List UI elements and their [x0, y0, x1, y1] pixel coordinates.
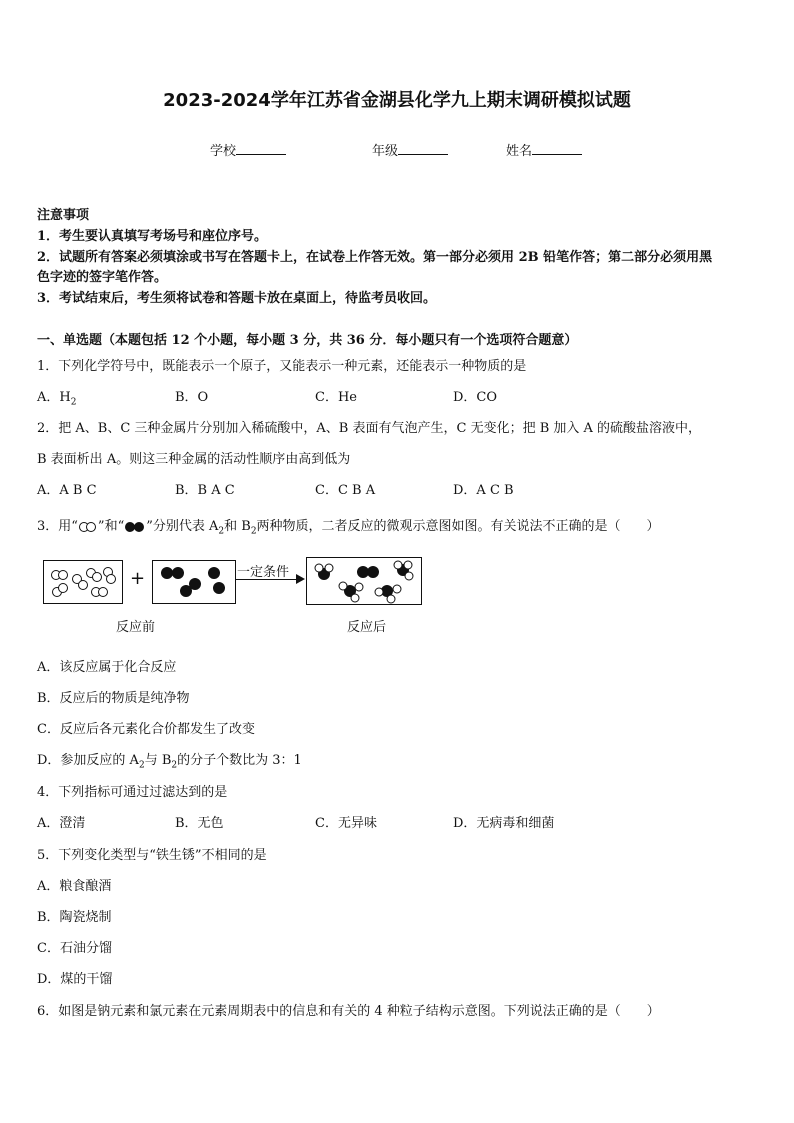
note-item: 2．试题所有答案必须填涂或书写在答题卡上，在试卷上作答无效。第一部分必须用 2B 铅笔作答；第二部分必须用黑	[37, 250, 713, 265]
question-1-stem: 1．下列化学符号中，既能表示一个原子，又能表示一种元素，还能表示一种物质的是	[37, 359, 527, 374]
reactant-a2-box	[43, 560, 123, 604]
q2-option-d[interactable]: D．A C B	[453, 483, 514, 498]
section-heading: 一、单选题（本题包括 12 个小题，每小题 3 分，共 36 分．每小题只有一个选项符合题意）	[37, 333, 578, 348]
question-2-stem-cont: B 表面析出 A。则这三种金属的活动性顺序由高到低为	[37, 452, 351, 467]
q1-option-a[interactable]: A．$H_2$	[37, 390, 77, 408]
question-4-stem: 4．下列指标可通过过滤达到的是	[37, 785, 228, 800]
reaction-arrow	[236, 579, 298, 580]
exam-title: 2023-2024学年江苏省金湖县化学九上期末调研模拟试题	[163, 90, 631, 111]
school-field	[210, 140, 286, 159]
grade-blank[interactable]	[398, 142, 448, 155]
school-label: 学校	[210, 144, 237, 159]
name-label: 姓名	[506, 144, 533, 159]
before-reaction-label: 反应前	[116, 620, 156, 635]
q1-option-b[interactable]: B．O	[175, 390, 209, 405]
q4-option-a[interactable]: A．澄清	[37, 816, 86, 831]
question-2-stem: 2．把 A、B、C 三种金属片分别加入稀硫酸中，A、B 表面有气泡产生，C 无变化；把 B 加入 A 的硫酸盐溶液中，	[37, 421, 702, 436]
reaction-arrow-head	[296, 574, 305, 584]
q1-option-d[interactable]: D．CO	[453, 390, 498, 405]
reaction-condition-label: 一定条件	[237, 565, 290, 580]
question-5-stem: 5．下列变化类型与“铁生锈”不相同的是	[37, 848, 267, 863]
q5-option-c[interactable]: C．石油分馏	[37, 941, 112, 956]
school-blank[interactable]	[236, 142, 286, 155]
plus-sign: +	[130, 568, 146, 589]
note-item: 3．考试结束后，考生须将试卷和答题卡放在桌面上，待监考员收回。	[37, 291, 437, 306]
q1-option-c[interactable]: C．He	[315, 390, 357, 405]
b2-molecules	[153, 561, 235, 603]
q3-option-d[interactable]: D．参加反应的 $A_2$与 $B_2$的分子个数比为 3：1	[37, 753, 302, 771]
note-item: 1．考生要认真填写考场号和座位序号。	[37, 229, 268, 244]
name-blank[interactable]	[532, 142, 582, 155]
q5-option-d[interactable]: D．煤的干馏	[37, 972, 113, 987]
note-item: 色字迹的签字笔作答。	[37, 270, 168, 285]
q5-option-a[interactable]: A．粮食酿酒	[37, 879, 112, 894]
q5-option-b[interactable]: B．陶瓷烧制	[37, 910, 112, 925]
q2-option-b[interactable]: B．B A C	[175, 483, 235, 498]
notes-heading: 注意事项	[37, 208, 90, 223]
q2-option-c[interactable]: C．C B A	[315, 483, 376, 498]
product-box	[306, 557, 422, 605]
reactant-b2-box	[152, 560, 236, 604]
name-field	[506, 140, 582, 159]
filled-molecule-icon	[124, 521, 146, 533]
q2-option-a[interactable]: A．A B C	[37, 483, 97, 498]
grade-field	[372, 140, 448, 159]
q3-option-c[interactable]: C．反应后各元素化合价都发生了改变	[37, 722, 255, 737]
q3-option-a[interactable]: A．该反应属于化合反应	[37, 660, 177, 675]
question-3-stem: 3．用“ ”和“ ”分别代表 $A_2$和 $B_2$两种物质，二者反应的微观示意图如图。有关说法不正确的是（ ）	[37, 519, 660, 537]
q4-option-c[interactable]: C．无异味	[315, 816, 377, 831]
q4-option-d[interactable]: D．无病毒和细菌	[453, 816, 555, 831]
grade-label: 年级	[372, 144, 399, 159]
question-6-stem: 6．如图是钠元素和氯元素在元素周期表中的信息和有关的 4 种粒子结构示意图。下列说法正确的是（ ）	[37, 1004, 660, 1019]
product-molecules	[307, 558, 421, 604]
q4-option-b[interactable]: B．无色	[175, 816, 224, 831]
a2-molecules	[44, 561, 122, 603]
q3-option-b[interactable]: B．反应后的物质是纯净物	[37, 691, 190, 706]
open-molecule-icon	[78, 521, 98, 533]
after-reaction-label: 反应后	[347, 620, 387, 635]
